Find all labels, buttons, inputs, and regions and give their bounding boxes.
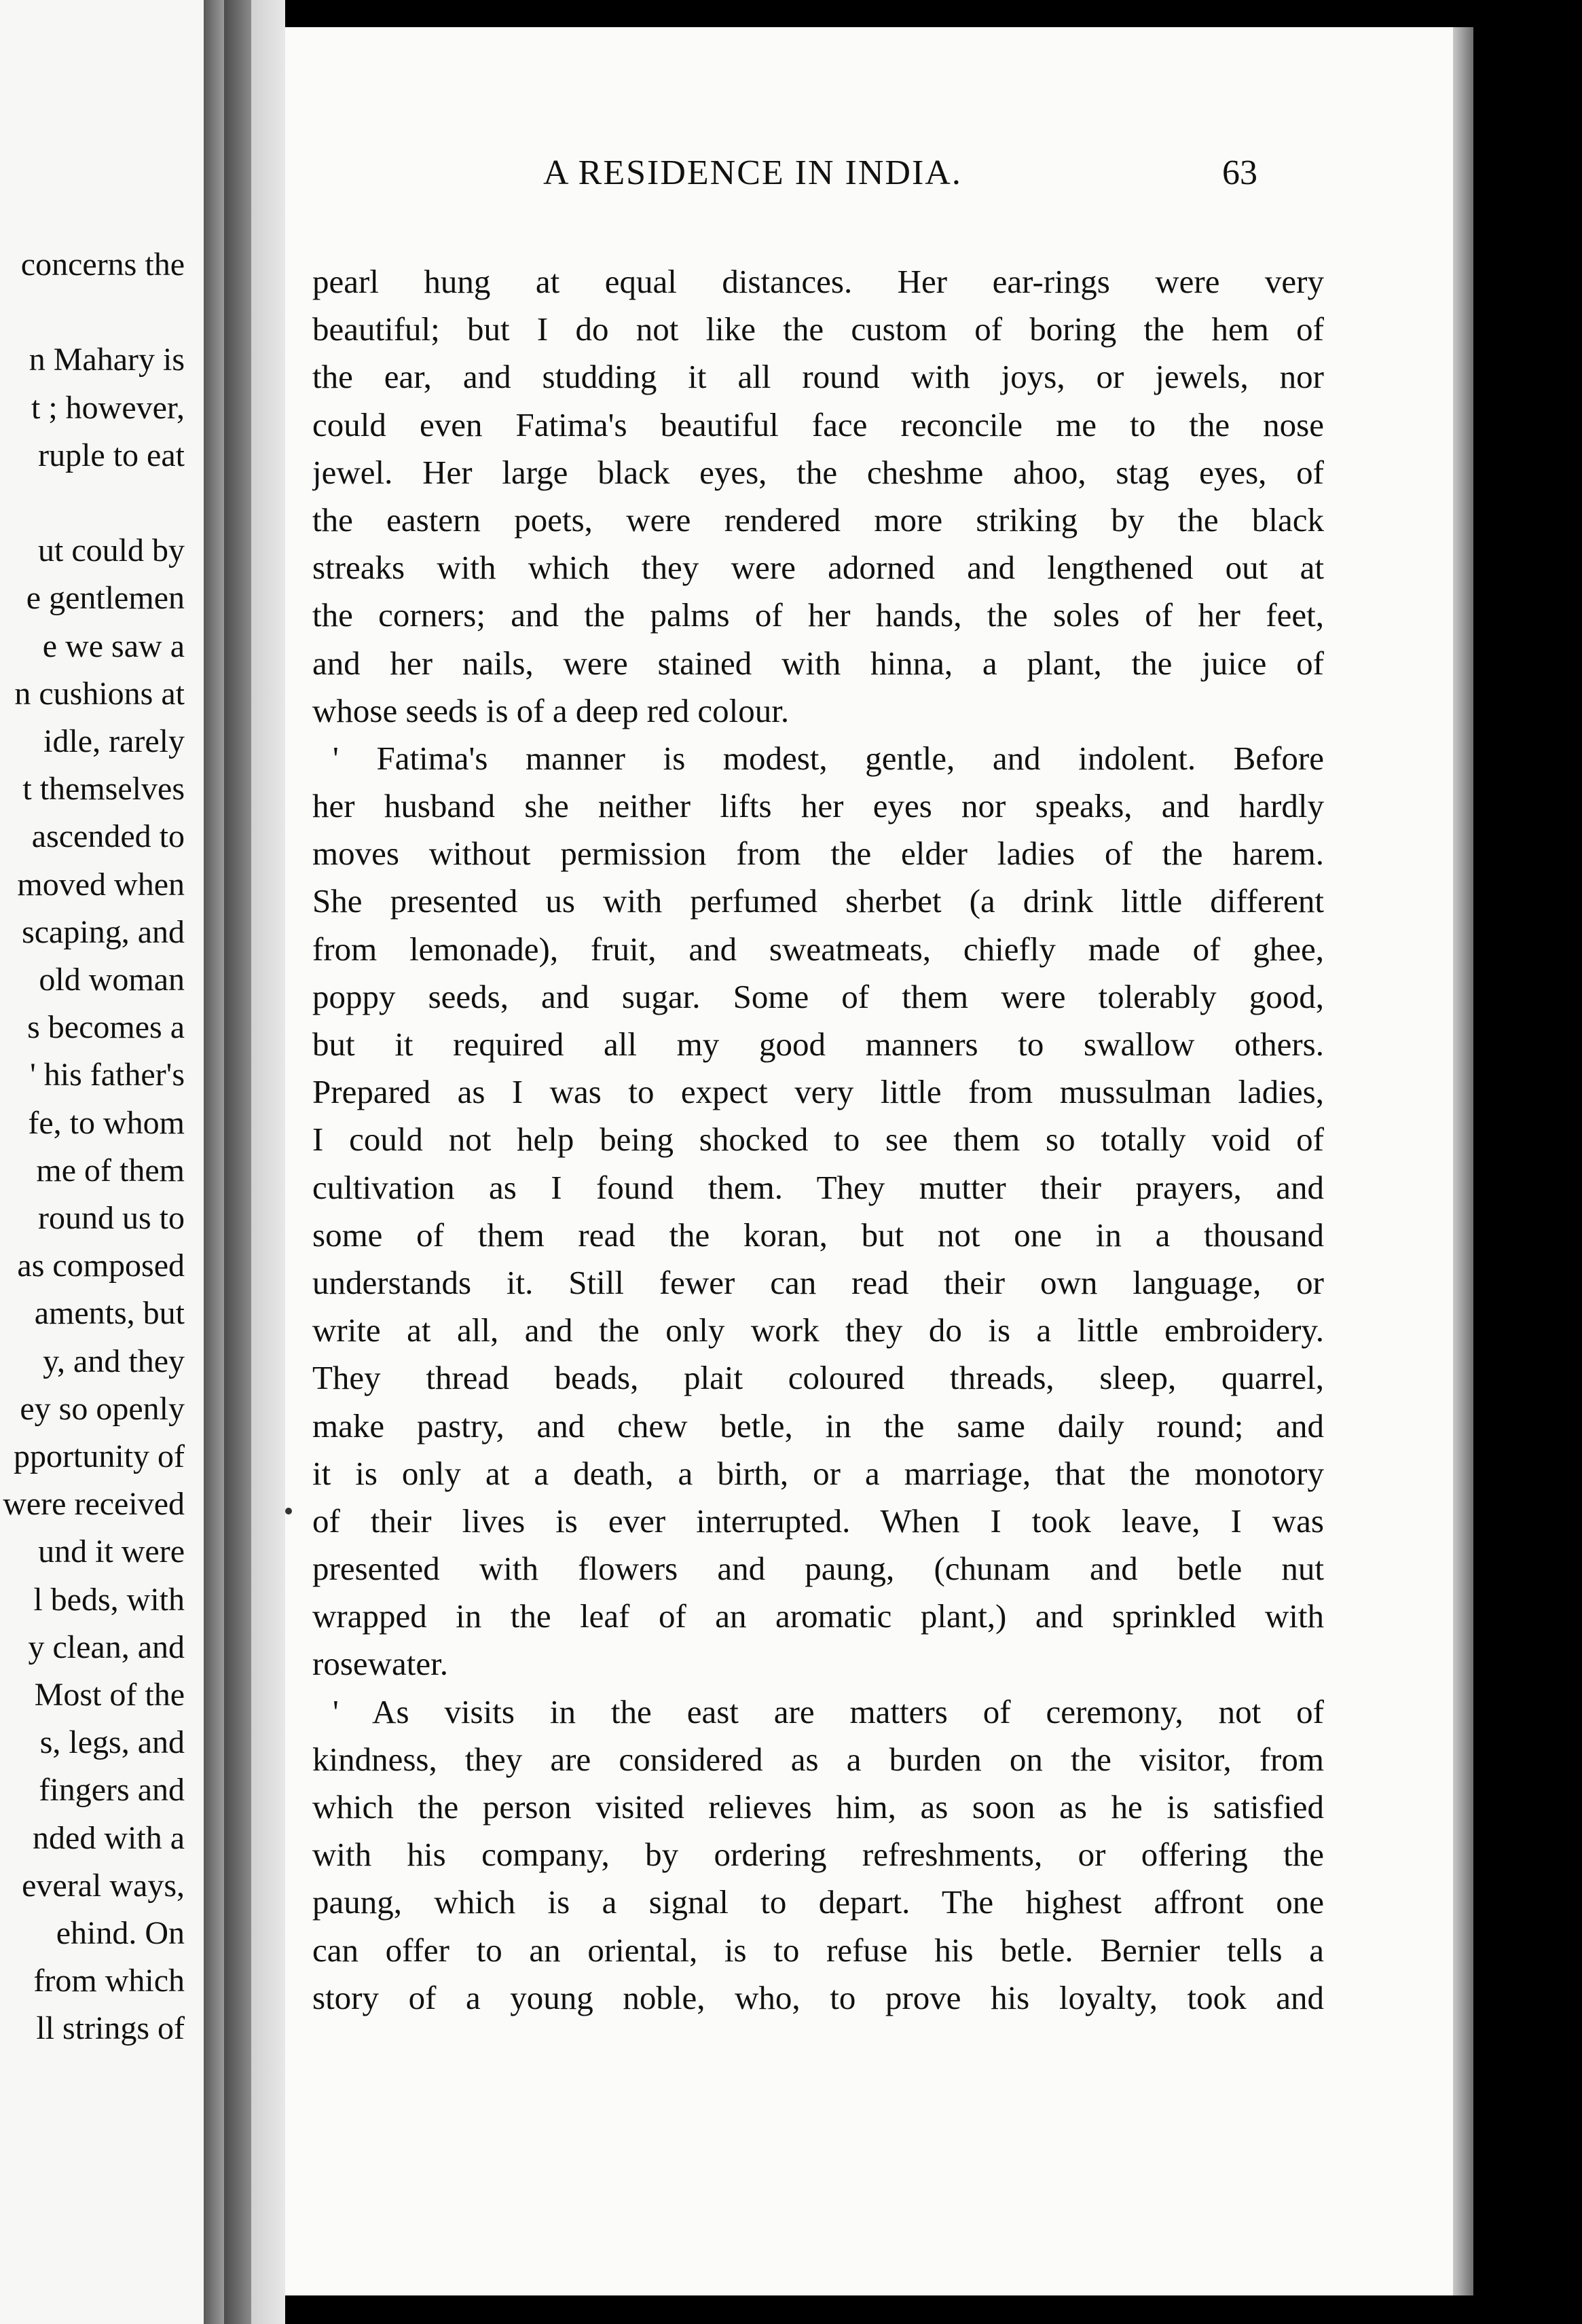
left-page-line: moved when: [17, 866, 185, 903]
text-line: story of a young noble, who, to prove his loyalty, took and: [312, 1978, 1324, 2016]
left-page-line: old woman: [39, 962, 185, 998]
left-page-line: ey so openly: [20, 1390, 185, 1427]
left-page-line: y, and they: [43, 1343, 185, 1379]
left-page-line: ascended to: [31, 818, 185, 855]
running-head: A RESIDENCE IN INDIA.: [543, 153, 962, 192]
left-facing-page: [0, 0, 204, 2324]
left-page-line: idle, rarely: [43, 723, 185, 759]
left-page-line: nded with a: [33, 1819, 185, 1856]
left-page-line: ruple to eat: [38, 437, 185, 473]
page-edge-shadow: [1453, 27, 1473, 2295]
text-line: poppy seeds, and sugar. Some of them were tolerably good,: [312, 977, 1324, 1015]
left-page-line: from which: [33, 1963, 185, 1999]
left-page-line: scaping, and: [22, 913, 185, 950]
right-page: [285, 27, 1453, 2295]
left-page-line: Most of the: [34, 1677, 185, 1713]
left-page-line: ll strings of: [36, 2010, 185, 2047]
text-line: moves without permission from the elder ladies of the harem.: [312, 835, 1324, 873]
text-line: jewel. Her large black eyes, the cheshme ahoo, stag eyes, of: [312, 453, 1324, 491]
text-line: the ear, and studding it all round with joys, or jewels, nor: [312, 358, 1324, 396]
text-line: ' As visits in the east are matters of ceremony, not of: [333, 1692, 1324, 1730]
text-line: the corners; and the palms of her hands, the soles of her feet,: [312, 596, 1324, 634]
text-line: and her nails, were stained with hinna, a plant, the juice of: [312, 644, 1324, 682]
left-page-line: l beds, with: [33, 1581, 185, 1618]
left-page-line: everal ways,: [22, 1867, 185, 1904]
left-page-line: s becomes a: [27, 1009, 185, 1046]
left-page-line: were received: [3, 1486, 185, 1523]
left-page-line: concerns the: [20, 247, 185, 283]
left-page-line: t themselves: [22, 771, 185, 807]
text-line: from lemonade), fruit, and sweatmeats, chiefly made of ghee,: [312, 930, 1324, 968]
left-page-line: ' his father's: [30, 1057, 185, 1093]
body-text: [312, 258, 1324, 2022]
left-page-line: ut could by: [38, 532, 185, 569]
left-page-line: fe, to whom: [28, 1104, 185, 1141]
text-line: beautiful; but I do not like the custom of boring the hem of: [312, 310, 1324, 348]
left-page-line: n Mahary is: [29, 342, 185, 378]
gutter-shadow: [224, 0, 251, 2324]
left-page-line: fingers and: [39, 1772, 185, 1809]
text-line: make pastry, and chew betle, in the same daily round; and: [312, 1406, 1324, 1445]
margin-dot: [285, 1508, 292, 1514]
text-line: her husband she neither lifts her eyes nor speaks, and hardly: [312, 787, 1324, 825]
left-page-line: und it were: [38, 1533, 185, 1570]
text-line: it is only at a death, a birth, or a marriage, that the monotory: [312, 1454, 1324, 1492]
left-page-line: e we saw a: [42, 628, 185, 664]
text-line: write at all, and the only work they do is a little embroidery.: [312, 1311, 1324, 1349]
text-line: whose seeds is of a deep red colour.: [312, 691, 790, 729]
left-page-line: t ; however,: [31, 389, 185, 426]
left-page-line: s, legs, and: [39, 1724, 185, 1761]
left-page-line: y clean, and: [28, 1629, 185, 1665]
text-line: kindness, they are considered as a burden on the visitor, from: [312, 1740, 1324, 1778]
left-page-line: pportunity of: [14, 1438, 185, 1474]
left-page-line: me of them: [36, 1152, 185, 1188]
left-page-line: ehind. On: [56, 1915, 185, 1951]
text-line: streaks with which they were adorned and lengthened out at: [312, 549, 1324, 587]
text-line: pearl hung at equal distances. Her ear-rings were very: [312, 263, 1324, 300]
text-line: She presented us with perfumed sherbet (a drink little different: [312, 882, 1324, 920]
text-line: with his company, by ordering refreshments, or offering the: [312, 1836, 1324, 1874]
text-line: rosewater.: [312, 1645, 448, 1683]
page-number: 63: [1222, 153, 1257, 192]
text-line: ' Fatima's manner is modest, gentle, and indolent. Before: [333, 739, 1324, 777]
text-line: of their lives is ever interrupted. When I took leave, I was: [312, 1502, 1324, 1540]
left-page-line: round us to: [38, 1200, 185, 1236]
text-line: Prepared as I was to expect very little from mussulman ladies,: [312, 1073, 1324, 1111]
text-line: which the person visited relieves him, as soon as he is satisfied: [312, 1788, 1324, 1826]
left-page-line: as composed: [17, 1248, 185, 1284]
text-line: can offer to an oriental, is to refuse his betle. Bernier tells a: [312, 1931, 1324, 1969]
left-page-line: n cushions at: [14, 675, 185, 712]
text-line: but it required all my good manners to swallow others.: [312, 1025, 1324, 1063]
text-line: They thread beads, plait coloured threads, sleep, quarrel,: [312, 1359, 1324, 1397]
left-page-line: e gentlemen: [26, 580, 185, 617]
text-line: the eastern poets, were rendered more striking by the black: [312, 501, 1324, 539]
text-line: paung, which is a signal to depart. The highest affront one: [312, 1883, 1324, 1921]
text-line: I could not help being shocked to see them so totally void of: [312, 1121, 1324, 1159]
text-line: cultivation as I found them. They mutter their prayers, and: [312, 1168, 1324, 1206]
text-line: could even Fatima's beautiful face reconcile me to the nose: [312, 405, 1324, 443]
text-line: presented with flowers and paung, (chunam and betle nut: [312, 1550, 1324, 1588]
left-page-line: aments, but: [34, 1295, 185, 1332]
text-line: wrapped in the leaf of an aromatic plant,) and sprinkled with: [312, 1597, 1324, 1635]
text-line: some of them read the koran, but not one in a thousand: [312, 1216, 1324, 1254]
text-line: understands it. Still fewer can read their own language, or: [312, 1263, 1324, 1301]
